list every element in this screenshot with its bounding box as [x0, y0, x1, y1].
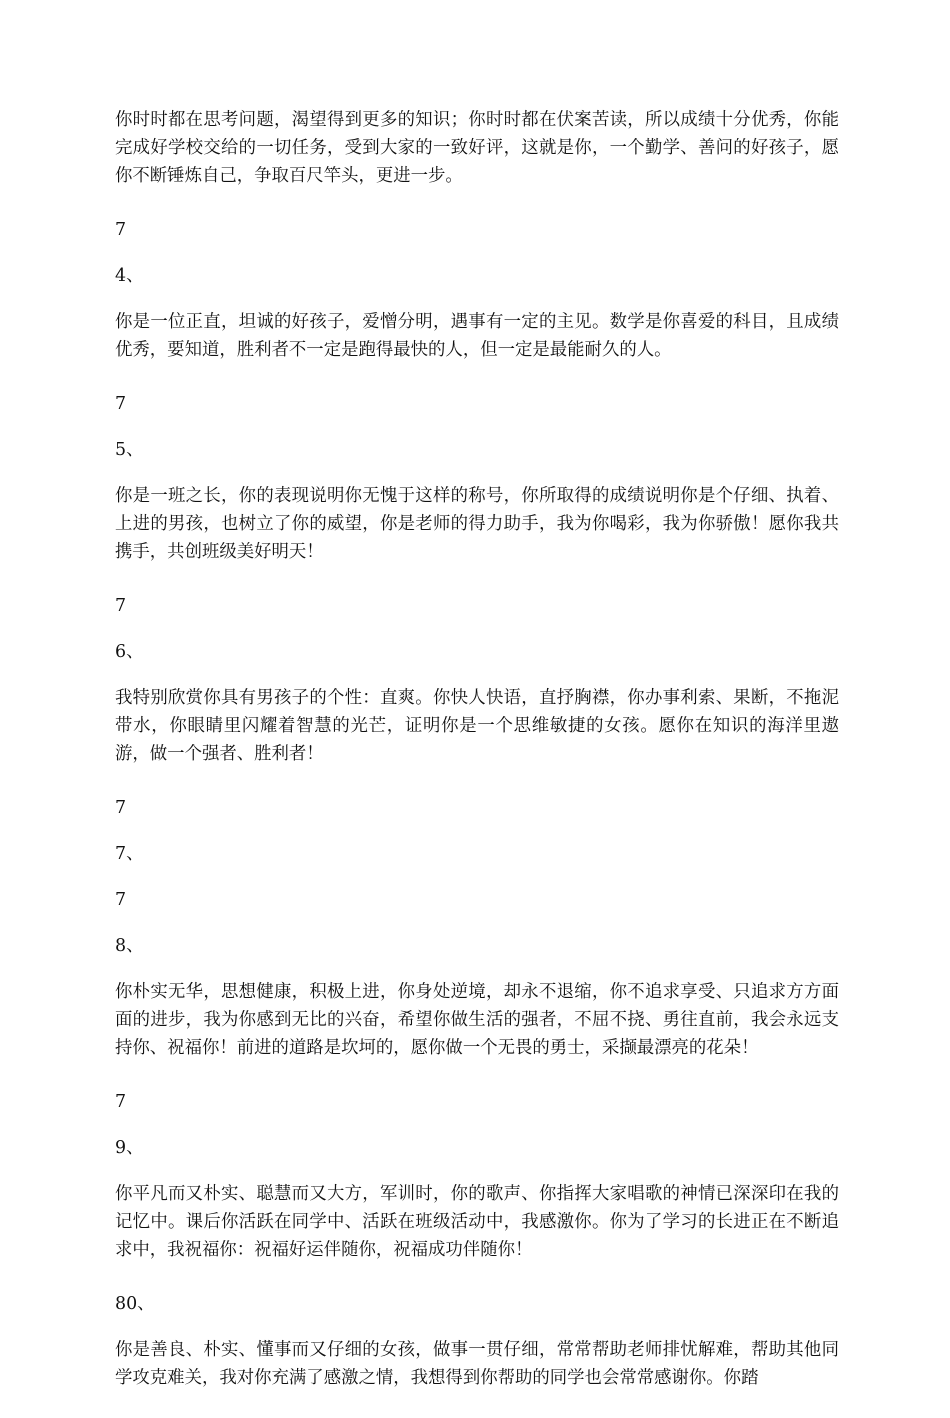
paragraph: 你是一位正直，坦诚的好孩子，爱憎分明，遇事有一定的主见。数学是你喜爱的科目，且成绩优秀，要知道，胜利者不一定是跑得最快的人，但一定是最能耐久的人。: [115, 312, 839, 360]
item-number: 9、: [115, 1138, 144, 1158]
item-number: 4、: [115, 266, 144, 286]
item-number: 7: [115, 596, 127, 616]
item-number: 80、: [115, 1294, 155, 1314]
paragraph: 你是善良、朴实、懂事而又仔细的女孩，做事一贯仔细，常常帮助老师排忧解难，帮助其他同学攻克难关，我对你充满了感激之情，我想得到你帮助的同学也会常常感谢你。你踏: [115, 1340, 839, 1388]
paragraph: 你朴实无华，思想健康，积极上进，你身处逆境，却永不退缩，你不追求享受、只追求方方面面的进步，我为你感到无比的兴奋，希望你做生活的强者，不屈不挠、勇往直前，我会永远支持你、祝福你！前进的道路是坎坷的，愿你做一个无畏的勇士，采撷最漂亮的花朵！: [115, 982, 839, 1058]
item-number: 7: [115, 890, 127, 910]
paragraph: 你时时都在思考问题，渴望得到更多的知识；你时时都在伏案苦读，所以成绩十分优秀，你能完成好学校交给的一切任务，受到大家的一致好评，这就是你，一个勤学、善问的好孩子，愿你不断锤炼自己，争取百尺竿头，更进一步。: [115, 110, 839, 186]
paragraph: 你平凡而又朴实、聪慧而又大方，军训时，你的歌声、你指挥大家唱歌的神情已深深印在我的记忆中。课后你活跃在同学中、活跃在班级活动中，我感激你。你为了学习的长进正在不断追求中，我祝福你：祝福好运伴随你，祝福成功伴随你！: [115, 1184, 839, 1260]
document-page: [115, 106, 839, 1418]
item-number: 8、: [115, 936, 144, 956]
item-number: 6、: [115, 642, 144, 662]
item-number: 5、: [115, 440, 144, 460]
paragraph: 你是一班之长，你的表现说明你无愧于这样的称号，你所取得的成绩说明你是个仔细、执着、上进的男孩，也树立了你的威望，你是老师的得力助手，我为你喝彩，我为你骄傲！愿你我共携手，共创班级美好明天！: [115, 486, 839, 562]
item-number: 7: [115, 1092, 127, 1112]
item-number: 7: [115, 394, 127, 414]
paragraph: 我特别欣赏你具有男孩子的个性：直爽。你快人快语，直抒胸襟，你办事利索、果断，不拖泥带水，你眼睛里闪耀着智慧的光芒，证明你是一个思维敏捷的女孩。愿你在知识的海洋里遨游，做一个强者、胜利者！: [115, 688, 839, 764]
item-number: 7: [115, 798, 127, 818]
item-number: 7: [115, 220, 127, 240]
item-number: 7、: [115, 844, 144, 864]
